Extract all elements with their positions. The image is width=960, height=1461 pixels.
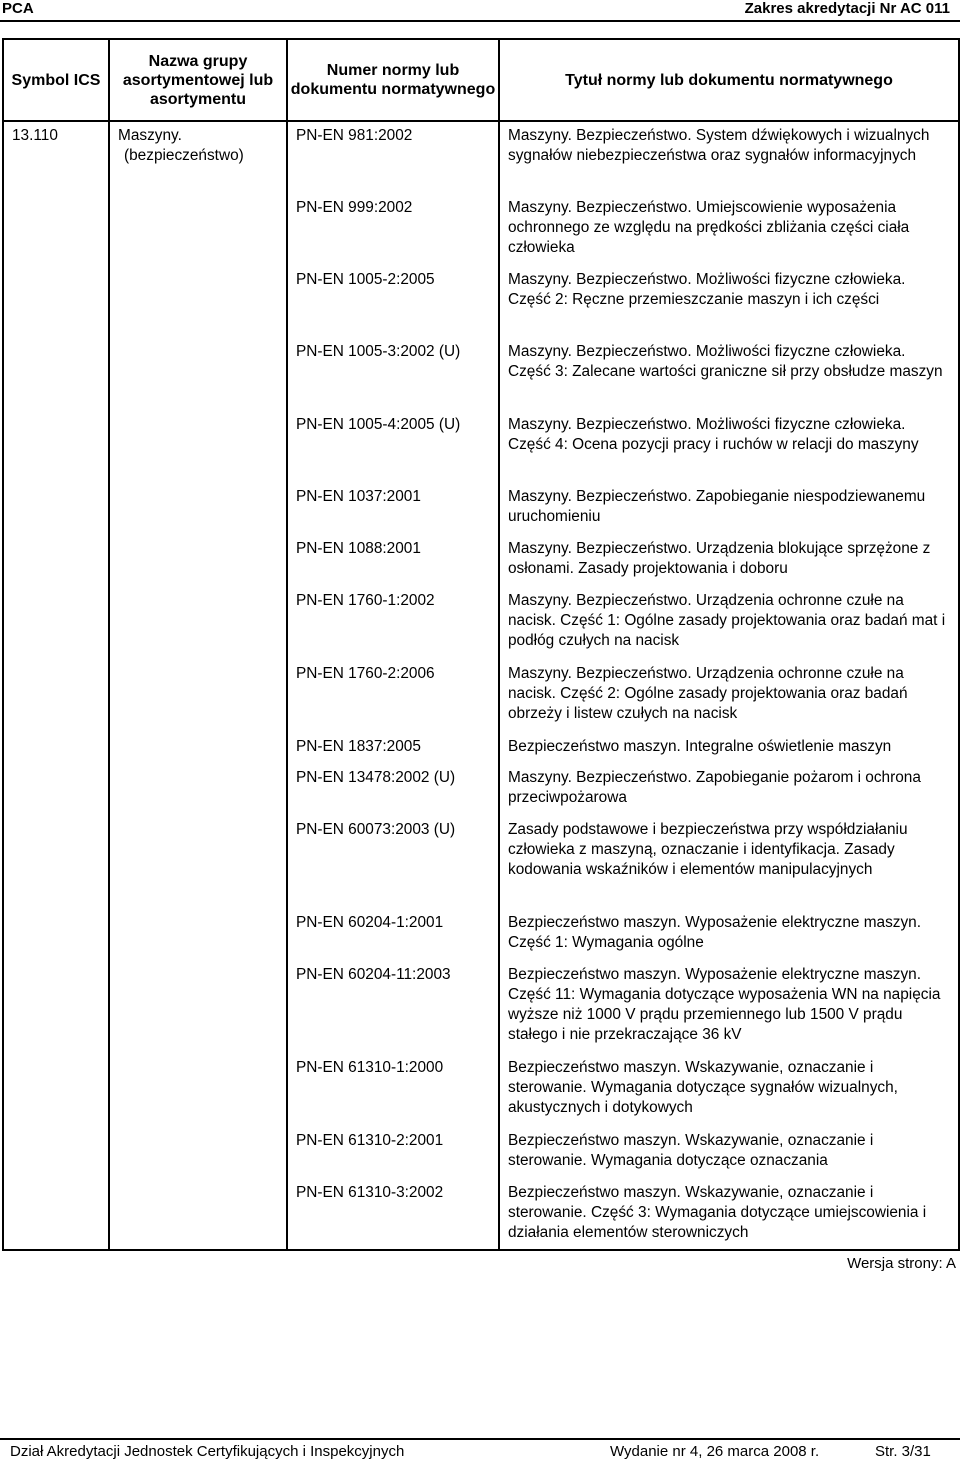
standards-cell [287, 121, 499, 1250]
page-footer [0, 1438, 960, 1460]
standard-title: Maszyny. Bezpieczeństwo. Umiejscowienie wyposażenia ochronnego ze względu na prędkości zbliżania części ciała człowieka [508, 199, 910, 256]
ics-cell [3, 121, 109, 1250]
standard-number: PN-EN 60073:2003 (U) [296, 821, 456, 838]
standard-number: PN-EN 1760-2:2006 [296, 665, 435, 682]
header-scope-title: Zakres akredytacji Nr AC 011 [744, 0, 950, 17]
ics-code: 13.110 [12, 127, 58, 144]
standard-number: PN-EN 60204-11:2003 [296, 966, 451, 983]
titles-cell [499, 121, 959, 1250]
group-cell [109, 121, 287, 1250]
standard-number: PN-EN 1837:2005 [296, 738, 421, 755]
standard-number: PN-EN 61310-1:2000 [296, 1059, 444, 1076]
header-org-code: PCA [2, 0, 34, 17]
standard-title: Bezpieczeństwo maszyn. Wyposażenie elektryczne maszyn. Część 1: Wymagania ogólne [508, 914, 922, 951]
standard-title: Maszyny. Bezpieczeństwo. Zapobieganie niespodziewanemu uruchomieniu [508, 488, 926, 525]
standard-title: Maszyny. Bezpieczeństwo. System dźwiękowych i wizualnych sygnałów niebezpieczeństwa oraz sygnałów informacyjnych [508, 127, 930, 164]
standard-number: PN-EN 61310-2:2001 [296, 1132, 444, 1149]
group-qualifier: (bezpieczeństwo) [124, 147, 244, 164]
table-row [3, 121, 959, 1250]
page-version: Wersja strony: A [847, 1255, 956, 1272]
page-header [0, 0, 960, 22]
standard-title: Bezpieczeństwo maszyn. Wskazywanie, oznaczanie i sterowanie. Wymagania dotyczące oznaczania [508, 1132, 874, 1169]
standard-number: PN-EN 1037:2001 [296, 488, 421, 505]
standard-number: PN-EN 60204-1:2001 [296, 914, 444, 931]
table-header-row [3, 39, 959, 121]
standard-number: PN-EN 1005-2:2005 [296, 271, 435, 288]
standard-title: Maszyny. Bezpieczeństwo. Urządzenia ochronne czułe na nacisk. Część 1: Ogólne zasady projektowania oraz badań mat i podłóg czułych na nacisk [508, 592, 946, 649]
standard-title: Maszyny. Bezpieczeństwo. Zapobieganie pożarom i ochrona przeciwpożarowa [508, 769, 921, 806]
standard-number: PN-EN 13478:2002 (U) [296, 769, 456, 786]
standard-title: Maszyny. Bezpieczeństwo. Możliwości fizyczne człowieka. Część 4: Ocena pozycji pracy i ruchów w relacji do maszyny [508, 416, 919, 453]
column-header-ics: Symbol ICS [3, 39, 109, 121]
standard-title: Maszyny. Bezpieczeństwo. Możliwości fizyczne człowieka. Część 3: Zalecane wartości graniczne sił przy obsłudze maszyn [508, 343, 943, 380]
footer-page-number: Str. 3/31 [875, 1443, 931, 1460]
standard-number: PN-EN 61310-3:2002 [296, 1184, 444, 1201]
standard-number: PN-EN 1088:2001 [296, 540, 421, 557]
standard-number: PN-EN 999:2002 [296, 199, 413, 216]
standard-title: Maszyny. Bezpieczeństwo. Urządzenia ochronne czułe na nacisk. Część 2: Ogólne zasady projektowania oraz badań obrzeży i listew czułych na nacisk [508, 665, 908, 722]
standard-number: PN-EN 1760-1:2002 [296, 592, 435, 609]
standard-number: PN-EN 1005-4:2005 (U) [296, 416, 461, 433]
group-name: Maszyny. [118, 127, 182, 144]
standard-title: Maszyny. Bezpieczeństwo. Urządzenia blokujące sprzężone z osłonami. Zasady projektowania i doboru [508, 540, 931, 577]
standard-title: Zasady podstawowe i bezpieczeństwa przy współdziałaniu człowieka z maszyną, oznaczanie i identyfikacja. Zasady kodowania wskaźników i elementów manipulacyjnych [508, 821, 908, 878]
standard-title: Bezpieczeństwo maszyn. Wskazywanie, oznaczanie i sterowanie. Część 3: Wymagania dotyczące umiejscowienia i działania elementów sterowniczych [508, 1184, 927, 1241]
accreditation-table [2, 38, 960, 1251]
footer-department: Dział Akredytacji Jednostek Certyfikujących i Inspekcyjnych [10, 1443, 405, 1460]
standard-number: PN-EN 981:2002 [296, 127, 413, 144]
standard-title: Bezpieczeństwo maszyn. Integralne oświetlenie maszyn [508, 738, 892, 755]
standard-number: PN-EN 1005-3:2002 (U) [296, 343, 461, 360]
standard-title: Maszyny. Bezpieczeństwo. Możliwości fizyczne człowieka. Część 2: Ręczne przemieszczanie maszyn i ich części [508, 271, 906, 308]
column-header-group: Nazwa grupy asortymentowej lub asortymentu [109, 39, 287, 121]
column-header-standard-number: Numer normy lub dokumentu normatywnego [287, 39, 499, 121]
footer-edition: Wydanie nr 4, 26 marca 2008 r. [610, 1443, 820, 1460]
standard-title: Bezpieczeństwo maszyn. Wskazywanie, oznaczanie i sterowanie. Wymagania dotyczące sygnałów wizualnych, akustycznych i dotykowych [508, 1059, 898, 1116]
column-header-standard-title: Tytuł normy lub dokumentu normatywnego [499, 39, 959, 121]
standard-title: Bezpieczeństwo maszyn. Wyposażenie elektryczne maszyn. Część 11: Wymagania dotyczące wyposażenia WN na napięcia wyższe niż 1000 V prądu przemiennego lub 1500 V prądu stałego i nie przekraczające 36 kV [508, 966, 941, 1043]
